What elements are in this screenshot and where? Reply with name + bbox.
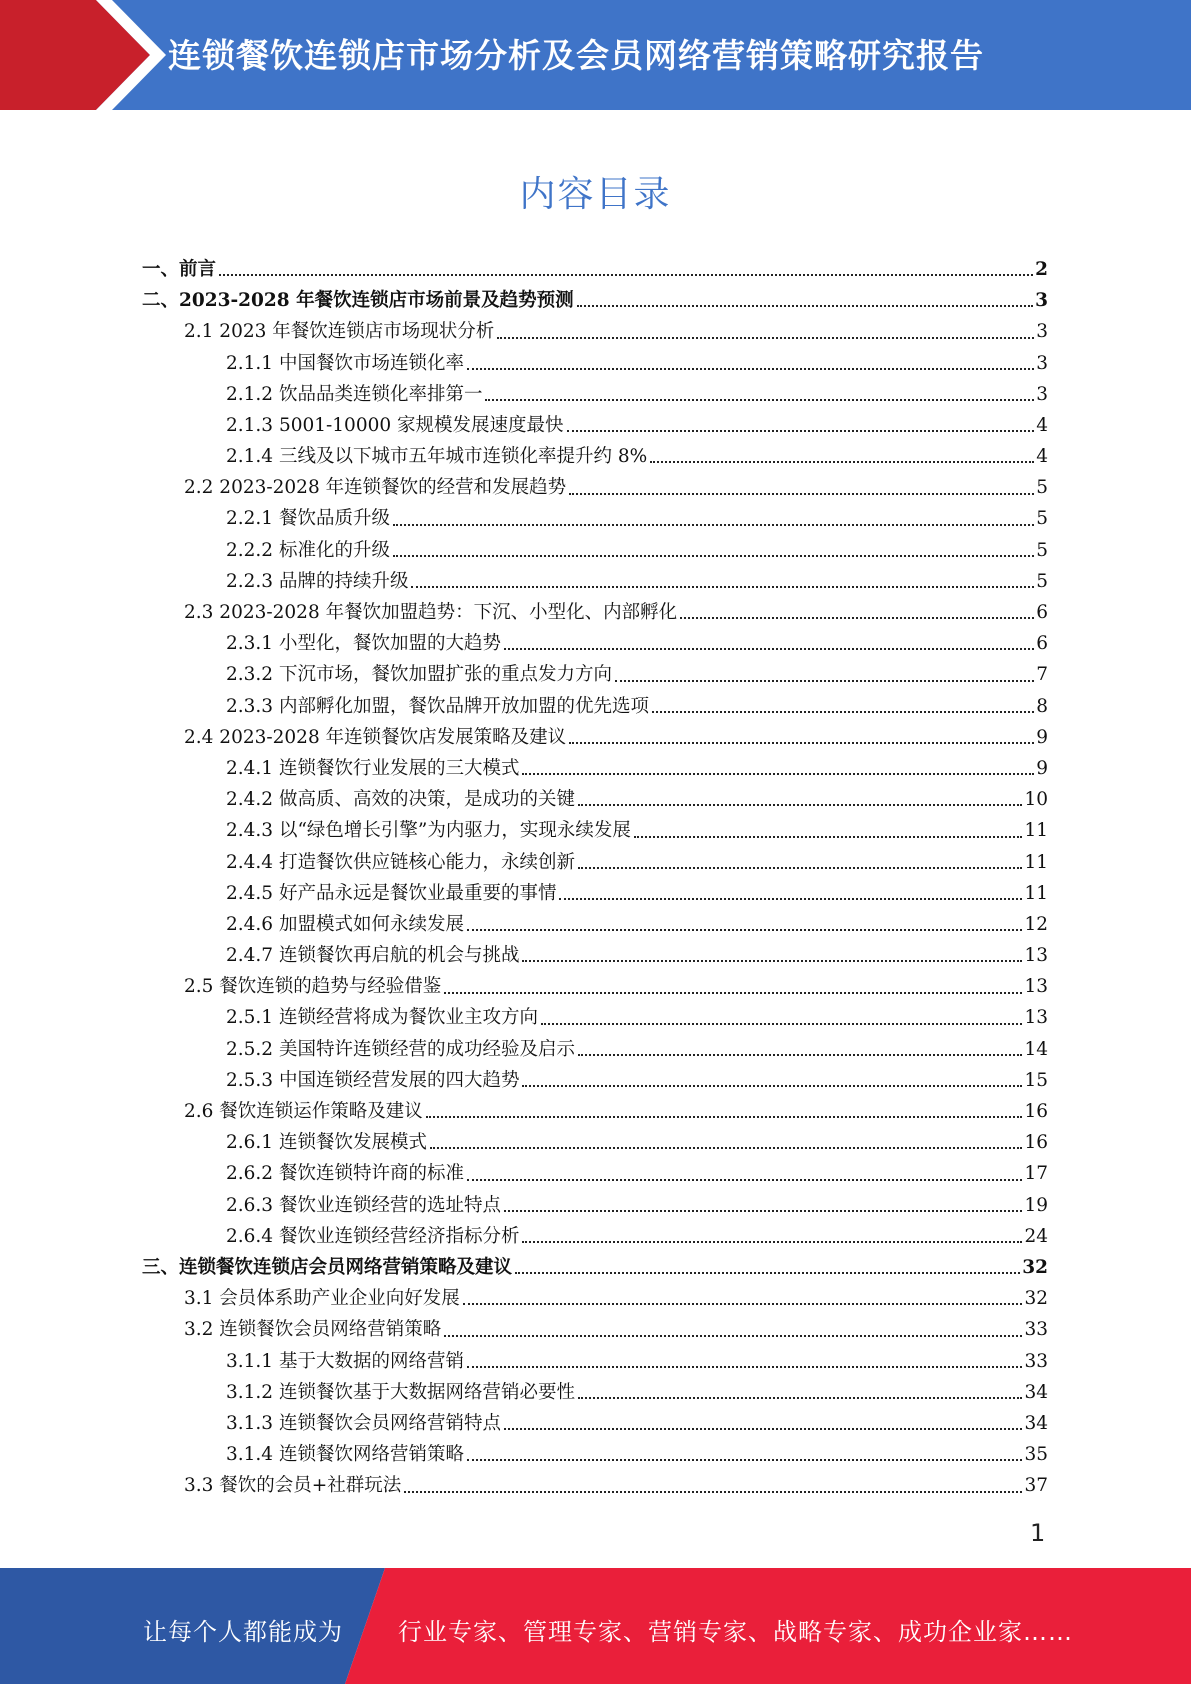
toc-entry[interactable] [142,1158,1048,1189]
toc-dot-leader [680,617,1034,619]
toc-entry-text: 2.2.2 标准化的升级 [226,539,390,561]
toc-heading: 内容目录 [519,174,672,215]
toc-dot-leader [504,1428,1022,1430]
toc-entry-text: 3.3 餐饮的会员+社群玩法 [184,1475,402,1497]
toc-entry-text: 2.2.3 品牌的持续升级 [226,570,409,592]
toc-entry[interactable] [142,1034,1048,1065]
toc-dot-leader [652,711,1034,713]
toc-entry[interactable] [142,1377,1048,1408]
toc-entry[interactable] [142,254,1048,285]
toc-dot-leader [404,1491,1022,1493]
toc-entry-page: 32 [1024,1288,1048,1310]
header-banner [0,0,1191,110]
toc-entry[interactable] [142,628,1048,659]
toc-dot-leader [430,1147,1022,1149]
toc-dot-leader [569,742,1034,744]
table-of-contents [142,254,1048,1502]
toc-entry[interactable] [142,1283,1048,1314]
toc-dot-leader [467,1459,1022,1461]
toc-entry[interactable] [142,1065,1048,1096]
toc-dot-leader [615,680,1034,682]
toc-entry-page: 17 [1024,1163,1048,1185]
toc-entry[interactable] [142,285,1048,316]
toc-entry-page: 11 [1024,851,1048,873]
toc-entry-page: 4 [1036,446,1048,468]
toc-entry-page: 3 [1036,352,1048,374]
toc-entry-page: 13 [1024,945,1048,967]
toc-entry[interactable] [142,379,1048,410]
toc-entry[interactable] [142,722,1048,753]
footer-slogan-right: 行业专家、管理专家、营销专家、战略专家、成功企业家…… [398,1618,1073,1646]
toc-entry-text: 3.1.1 基于大数据的网络营销 [226,1350,464,1372]
toc-dot-leader [467,929,1022,931]
toc-entry-page: 3 [1036,383,1048,405]
toc-entry-page: 6 [1036,633,1048,655]
toc-entry-page: 4 [1036,414,1048,436]
toc-entry-text: 二、2023-2028 年餐饮连锁店市场前景及趋势预测 [142,290,574,312]
toc-entry-text: 2.6.4 餐饮业连锁经营经济指标分析 [226,1225,520,1247]
toc-entry-page: 34 [1024,1381,1048,1403]
toc-dot-leader [559,898,1022,900]
toc-entry-page: 6 [1036,602,1048,624]
toc-dot-leader [463,1303,1023,1305]
toc-entry-page: 9 [1036,726,1048,748]
toc-entry-text: 3.1.3 连锁餐饮会员网络营销特点 [226,1412,501,1434]
toc-entry[interactable] [142,1127,1048,1158]
toc-dot-leader [467,1366,1022,1368]
toc-dot-leader [467,1179,1022,1181]
toc-entry[interactable] [142,1221,1048,1252]
toc-entry[interactable] [142,1439,1048,1470]
toc-entry-text: 2.4.7 连锁餐饮再启航的机会与挑战 [226,945,520,967]
toc-entry-text: 2.4.5 好产品永远是餐饮业最重要的事情 [226,882,557,904]
toc-entry-text: 2.4.2 做高质、高效的决策，是成功的关键 [226,789,575,811]
toc-entry-text: 2.1 2023 年餐饮连锁店市场现状分析 [184,321,495,343]
toc-dot-leader [393,555,1034,557]
page-number: 1 [1030,1519,1046,1547]
toc-entry[interactable] [142,1470,1048,1501]
toc-entry-page: 24 [1024,1225,1048,1247]
toc-entry-page: 12 [1024,913,1048,935]
toc-entry[interactable] [142,441,1048,472]
toc-entry-page: 37 [1024,1475,1048,1497]
toc-entry[interactable] [142,1003,1048,1034]
toc-entry-page: 35 [1024,1444,1048,1466]
toc-entry-text: 2.3 2023-2028 年餐饮加盟趋势：下沉、小型化、内部孵化 [184,602,678,624]
toc-entry[interactable] [142,597,1048,628]
toc-entry-page: 5 [1036,508,1048,530]
toc-dot-leader [634,836,1023,838]
toc-entry-page: 11 [1024,820,1048,842]
toc-entry-page: 9 [1036,757,1048,779]
toc-entry-text: 2.1.1 中国餐饮市场连锁化率 [226,352,464,374]
toc-dot-leader [497,337,1034,339]
toc-entry-page: 5 [1036,539,1048,561]
toc-entry-text: 2.1.3 5001-10000 家规模发展速度最快 [226,414,564,436]
toc-entry[interactable] [142,784,1048,815]
toc-dot-leader [567,430,1035,432]
toc-entry-text: 2.3.3 内部孵化加盟，餐饮品牌开放加盟的优先选项 [226,695,649,717]
toc-dot-leader [522,1085,1022,1087]
toc-entry-text: 2.6.1 连锁餐饮发展模式 [226,1132,427,1154]
toc-dot-leader [578,804,1022,806]
toc-entry-page: 14 [1024,1038,1048,1060]
toc-dot-leader [522,960,1022,962]
toc-entry-page: 5 [1036,570,1048,592]
toc-entry[interactable] [142,1096,1048,1127]
toc-dot-leader [578,867,1022,869]
toc-entry-page: 5 [1036,477,1048,499]
toc-entry-page: 3 [1035,290,1048,312]
toc-dot-leader [578,1054,1022,1056]
toc-entry-page: 11 [1024,882,1048,904]
toc-entry-page: 33 [1024,1319,1048,1341]
toc-entry-text: 3.1 会员体系助产业企业向好发展 [184,1288,460,1310]
toc-dot-leader [577,305,1034,307]
toc-dot-leader [541,1023,1022,1025]
toc-entry-text: 2.4.1 连锁餐饮行业发展的三大模式 [226,757,520,779]
toc-dot-leader [522,773,1034,775]
toc-entry-text: 2.6 餐饮连锁运作策略及建议 [184,1101,423,1123]
toc-entry-text: 2.3.1 小型化，餐饮加盟的大趋势 [226,633,501,655]
toc-entry-page: 13 [1024,976,1048,998]
toc-entry[interactable] [142,504,1048,535]
toc-entry-text: 2.5.2 美国特许连锁经营的成功经验及启示 [226,1038,575,1060]
toc-entry-page: 7 [1036,664,1048,686]
toc-entry-text: 2.6.2 餐饮连锁特许商的标准 [226,1163,464,1185]
toc-dot-leader [522,1241,1022,1243]
toc-entry-text: 2.1.2 饮品品类连锁化率排第一 [226,383,483,405]
toc-entry-text: 2.4 2023-2028 年连锁餐饮店发展策略及建议 [184,726,567,748]
toc-entry-page: 2 [1035,258,1048,280]
toc-entry-page: 16 [1024,1101,1048,1123]
toc-entry-page: 15 [1024,1069,1048,1091]
toc-entry-text: 2.6.3 餐饮业连锁经营的选址特点 [226,1194,501,1216]
toc-entry[interactable] [142,566,1048,597]
toc-entry-page: 34 [1024,1412,1048,1434]
toc-entry[interactable] [142,1346,1048,1377]
toc-entry[interactable] [142,1190,1048,1221]
toc-entry-page: 10 [1024,789,1048,811]
toc-entry[interactable] [142,971,1048,1002]
toc-entry-text: 2.4.3 以“绿色增长引擎”为内驱力，实现永续发展 [226,820,631,842]
toc-entry-page: 19 [1024,1194,1048,1216]
toc-dot-leader [504,648,1034,650]
toc-entry[interactable] [142,909,1048,940]
toc-entry[interactable] [142,659,1048,690]
toc-entry[interactable] [142,348,1048,379]
toc-dot-leader [426,1116,1023,1118]
toc-entry-text: 3.2 连锁餐饮会员网络营销策略 [184,1319,442,1341]
toc-entry[interactable] [142,1252,1048,1283]
toc-entry-text: 2.5.1 连锁经营将成为餐饮业主攻方向 [226,1007,538,1029]
toc-entry[interactable] [142,535,1048,566]
toc-entry[interactable] [142,316,1048,347]
toc-entry-text: 3.1.2 连锁餐饮基于大数据网络营销必要性 [226,1381,575,1403]
toc-entry-text: 三、连锁餐饮连锁店会员网络营销策略及建议 [142,1256,513,1278]
toc-dot-leader [569,493,1034,495]
toc-entry-text: 一、前言 [142,258,217,280]
toc-entry[interactable] [142,847,1048,878]
toc-entry-text: 2.1.4 三线及以下城市五年城市连锁化率提升约 8% [226,446,648,468]
toc-dot-leader [650,461,1034,463]
toc-dot-leader [504,1210,1022,1212]
toc-entry[interactable] [142,940,1048,971]
toc-entry-text: 3.1.4 连锁餐饮网络营销策略 [226,1444,464,1466]
toc-entry-text: 2.5 餐饮连锁的趋势与经验借鉴 [184,976,442,998]
footer-slogan-left: 让每个人都能成为 [143,1618,343,1646]
toc-dot-leader [393,524,1034,526]
toc-dot-leader [219,274,1033,276]
toc-entry-text: 2.3.2 下沉市场，餐饮加盟扩张的重点发力方向 [226,664,612,686]
toc-entry[interactable] [142,815,1048,846]
toc-dot-leader [515,1272,1020,1274]
toc-entry[interactable] [142,691,1048,722]
toc-entry-text: 2.5.3 中国连锁经营发展的四大趋势 [226,1069,520,1091]
toc-entry-text: 2.4.6 加盟模式如何永续发展 [226,913,464,935]
toc-entry-text: 2.2 2023-2028 年连锁餐饮的经营和发展趋势 [184,477,567,499]
toc-entry-page: 16 [1024,1132,1048,1154]
toc-entry[interactable] [142,472,1048,503]
toc-entry-text: 2.4.4 打造餐饮供应链核心能力，永续创新 [226,851,575,873]
toc-dot-leader [444,1335,1022,1337]
toc-entry-page: 8 [1036,695,1048,717]
toc-entry[interactable] [142,1408,1048,1439]
toc-entry-page: 33 [1024,1350,1048,1372]
footer-banner [0,1568,1191,1684]
report-title: 连锁餐饮连锁店市场分析及会员网络营销策略研究报告 [168,36,984,75]
toc-dot-leader [411,586,1034,588]
toc-dot-leader [467,368,1034,370]
toc-dot-leader [578,1397,1022,1399]
toc-entry-page: 32 [1022,1256,1048,1278]
toc-entry[interactable] [142,753,1048,784]
toc-entry-text: 2.2.1 餐饮品质升级 [226,508,390,530]
toc-entry[interactable] [142,410,1048,441]
toc-entry-page: 3 [1036,321,1048,343]
toc-entry[interactable] [142,1314,1048,1345]
toc-dot-leader [444,992,1022,994]
toc-entry[interactable] [142,878,1048,909]
toc-dot-leader [485,399,1034,401]
toc-entry-page: 13 [1024,1007,1048,1029]
